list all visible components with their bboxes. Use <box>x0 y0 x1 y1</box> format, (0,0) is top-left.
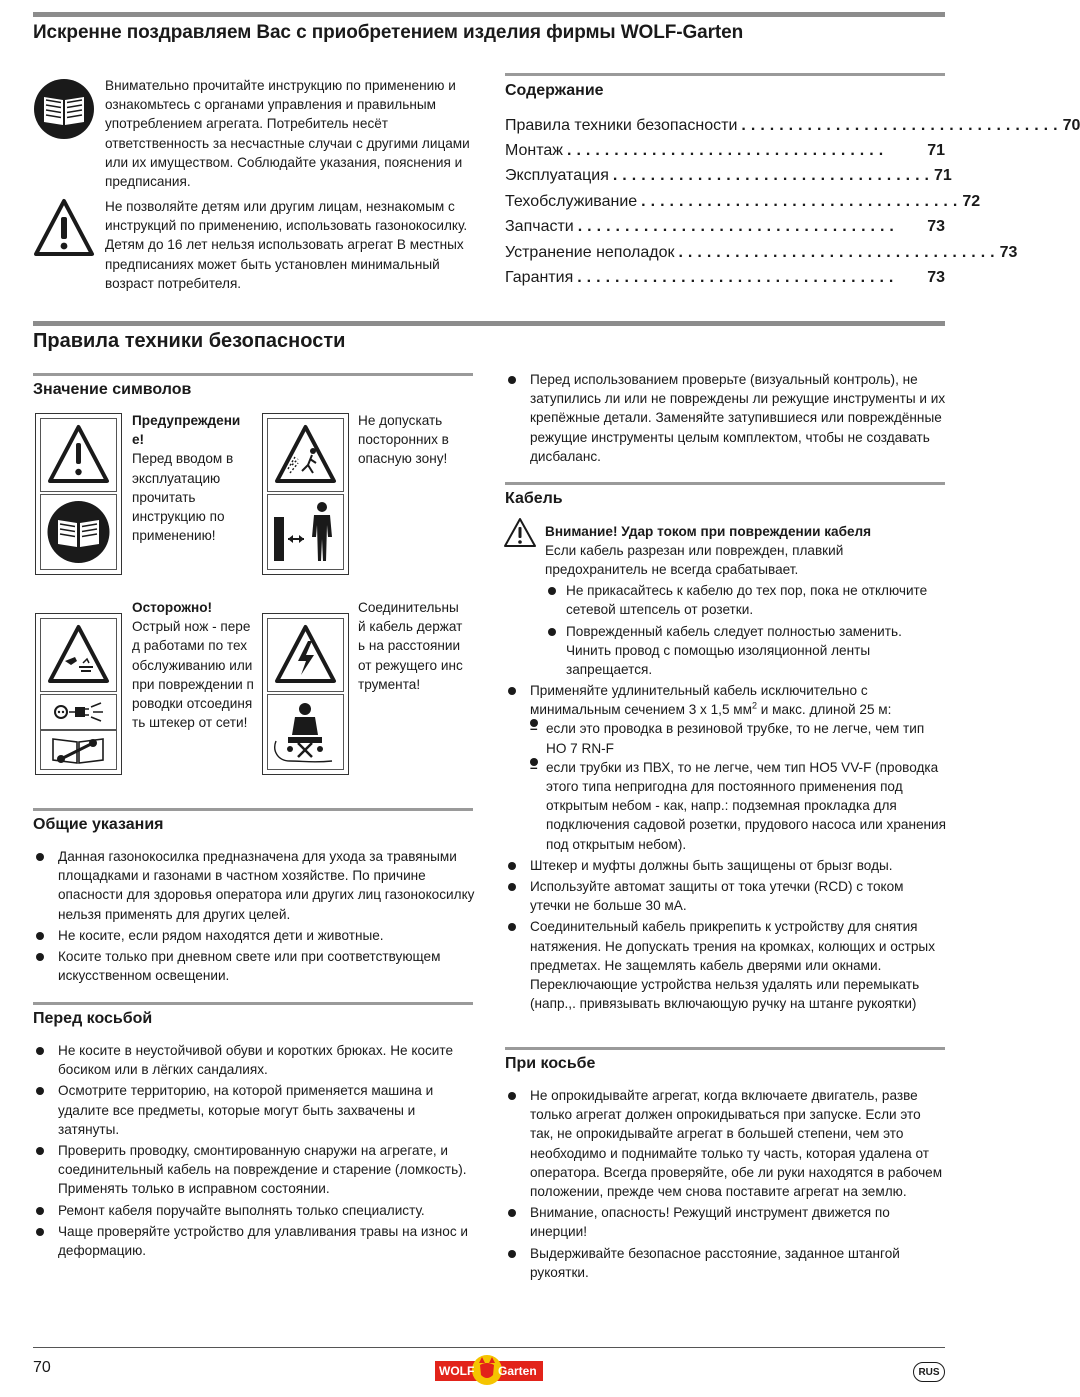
symbols-title: Значение символов <box>33 381 192 398</box>
right-top-list <box>505 370 947 466</box>
list-item: Перед использованием проверьте (визуальный контроль), не затупились ли или не повреждены ли режущие инструменты и их крепёжные детали. Заменяйте затупившиеся или повреждённые режущие инструменты целым комплектом, чтобы не создавать дисбаланс. <box>505 370 947 466</box>
list-item: Косите только при дневном свете или при соответствующем искусственном освещении. <box>33 947 475 985</box>
page-title: Искренне поздравляем Вас с приобретением изделия фирмы WOLF-Garten <box>33 22 744 43</box>
unplug-icon <box>41 695 116 729</box>
toc-item[interactable]: Эксплуатация .................................. 71 <box>505 167 952 184</box>
cable-bar <box>505 482 945 485</box>
mower-operator-icon <box>268 695 343 769</box>
symbols-bar <box>33 373 473 376</box>
symbol-sharp-blade <box>35 613 122 775</box>
mowing-bar <box>505 1047 945 1050</box>
list-item: Не косите в неустойчивой обуви и коротких брюках. Не косите босиком или в лёгких сандалиях. <box>33 1041 475 1079</box>
list-item: Данная газонокосилка предназначена для ухода за травяными площадками и газонами в частном хозяйстве. По причине опасности для здоровья оператора или других лиц газонокосилку нельзя применять для других целей. <box>33 847 475 924</box>
general-title: Общие указания <box>33 816 164 833</box>
before-title: Перед косьбой <box>33 1010 153 1027</box>
list-item: Штекер и муфты должны быть защищены от брызг воды. <box>505 856 947 875</box>
toc-title: Содержание <box>505 82 604 99</box>
symbol-3-body: Острый нож - перед работами по техобслуживанию или при повреждении проводки отсоединять штекер от сети! <box>132 619 254 731</box>
list-item: Соединительный кабель прикрепить к устройству для снятия натяжения. Не допускать трения на кромках, колющих и острых предметах. Не защемлять кабель дверями или окнами. Переключающие устройства нельзя удалять или перемыкать (напр.,. привязывать включающую ручку на штанге рукоятки) <box>505 917 947 1013</box>
book-icon <box>33 78 95 140</box>
list-item: Выдерживайте безопасное расстояние, заданное штангой рукоятки. <box>505 1244 947 1282</box>
list-item: – если это проводка в резиновой трубке, то не легче, чем тип HO 7 RN-F <box>530 719 947 757</box>
toc-item[interactable]: Техобслуживание .................................. 72 <box>505 193 981 210</box>
symbol-1-text <box>132 411 252 545</box>
symbol-1-heading: Предупреждение! <box>132 413 241 448</box>
symbol-cable-away <box>262 613 349 775</box>
page-number: 70 <box>33 1359 51 1376</box>
cable-warning-text: Если кабель разрезан или поврежден, плавкий предохранитель не всегда срабатывает. <box>545 543 844 578</box>
safety-title: Правила техники безопасности <box>33 330 346 352</box>
general-list <box>33 847 475 985</box>
book-icon <box>41 495 116 569</box>
list-item: Ремонт кабеля поручайте выполнять только специалисту. <box>33 1201 475 1220</box>
cable-list <box>505 681 947 1013</box>
list-item: Проверить проводку, смонтированную снаружи на агрегате, и соединительный кабель на повреждение и старение (ломкость). Применять только в исправном состоянии. <box>33 1141 475 1199</box>
mowing-list <box>505 1086 947 1282</box>
blade-hand-icon <box>41 619 116 691</box>
list-item: Используйте автомат защиты от тока утечки (RCD) с током утечки не больше 30 мА. <box>505 877 947 915</box>
symbol-4-text: Соединительный кабель держать на расстоянии от режущего инструмента! <box>358 600 463 692</box>
list-item: Применяйте удлинительный кабель исключительно с минимальным сечением 3 x 1,5 $мм^2$ и макс. длиной 25 м: – если это проводка в резиновой трубке, то не легче, чем тип HO 7 RN-F – если трубки из ПВХ, то не легче, чем тип HO5 VV-F (проводка этого типа непригодна для постоянного применения под открытым небом - как, напр.: подземная прокладка для подключения садовой розетки, прудового насоса или хранения под открытым небом). <box>505 681 947 854</box>
symbol-keep-distance <box>262 413 349 575</box>
general-bar <box>33 808 473 811</box>
list-item: Не прикасайтесь к кабелю до тех пор, пока не отключите сетевой штепсель от розетки. <box>545 581 945 619</box>
safety-bar <box>33 321 945 326</box>
logo-wolf-text: WOLF <box>439 1364 475 1378</box>
warning-triangle-icon <box>41 419 116 491</box>
toc-item[interactable]: Гарантия .................................. 73 <box>505 269 945 286</box>
person-distance-icon <box>268 495 343 569</box>
list-item: – если трубки из ПВХ, то не легче, чем тип HO5 VV-F (проводка этого типа непригодна для постоянного применения под открытым небом - как, напр.: подземная прокладка для подключения садовой розетки, прудового насоса или хранения под открытым небом). <box>530 758 947 854</box>
list-item: Не косите, если рядом находятся дети и животные. <box>33 926 475 945</box>
header-bar <box>33 12 945 17</box>
list-item: Не опрокидывайте агрегат, когда включаете двигатель, разве только агрегат должен опрокидываться при запуске. Если это так, не опрокидывайте агрегат в большей степени, чем это необходимо и поднимайте только ту часть, которая удалена от оператора. Всегда проверяйте, обе ли руки находятся в рабочем положении, прежде чем снова поставите агрегат на землю. <box>505 1086 947 1201</box>
logo-garten-text: Garten <box>498 1364 537 1378</box>
thrown-objects-icon <box>268 419 343 491</box>
footer-rule <box>33 1347 945 1348</box>
cable-title: Кабель <box>505 490 563 507</box>
toc-item[interactable]: Правила техники безопасности .................................. 70 <box>505 117 1080 134</box>
toc-item[interactable]: Запчасти .................................. 73 <box>505 218 945 235</box>
electric-shock-icon <box>268 619 343 691</box>
symbol-2-text: Не допускать посторонних в опасную зону! <box>358 413 449 467</box>
wolf-garten-logo <box>435 1353 543 1387</box>
cable-warning-heading: Внимание! Удар током при повреждении кабеля <box>545 524 872 539</box>
symbol-1-body: Перед вводом в эксплуатацию прочитать инструкцию по применению! <box>132 451 234 544</box>
before-list <box>33 1041 475 1260</box>
cable-dash-list <box>530 719 947 853</box>
cable-warning-icon <box>503 517 537 549</box>
toc-item[interactable]: Монтаж .................................. 71 <box>505 142 945 159</box>
list-item: Поврежденный кабель следует полностью заменить. Чинить провод с помощью изоляционной ленты запрещается. <box>545 622 945 680</box>
symbol-3-heading: Осторожно! <box>132 600 213 615</box>
cable-warning-list <box>545 581 945 680</box>
symbol-3-text <box>132 598 254 732</box>
intro-paragraph-2: Не позволяйте детям или другим лицам, незнакомым с инструкций по применению, использовать газонокосилку. Детям до 16 лет нельзя использовать агрегат В местных предписаниях может быть установлен минимальный возраст потребителя. <box>105 199 468 291</box>
warning-triangle-icon <box>33 197 95 259</box>
toc-list <box>505 110 1080 290</box>
mowing-title: При косьбе <box>505 1055 596 1072</box>
list-item: Осмотрите территорию, на которой применяется машина и удалите все предметы, которые могут быть захвачены и затянуты. <box>33 1081 475 1139</box>
manual-wrench-icon <box>41 731 116 769</box>
before-bar <box>33 1002 473 1005</box>
language-badge: RUS <box>913 1362 945 1382</box>
toc-bar <box>505 73 945 76</box>
list-item: Внимание, опасность! Режущий инструмент движется по инерции! <box>505 1203 947 1241</box>
toc-item[interactable]: Устранение неполадок .................................. 73 <box>505 244 1018 261</box>
intro-paragraph-1: Внимательно прочитайте инструкцию по применению и ознакомьтесь с органами управления и правильным употреблением агрегата. Потребитель несёт ответственность за несчастные случаи с другими лицами или их имуществом. Соблюдайте указания, пояснения и предписания. <box>105 78 470 190</box>
list-item: Чаще проверяйте устройство для улавливания травы на износ и деформацию. <box>33 1222 475 1260</box>
symbol-warning-read-manual <box>35 413 122 575</box>
cable-warning <box>545 522 945 680</box>
